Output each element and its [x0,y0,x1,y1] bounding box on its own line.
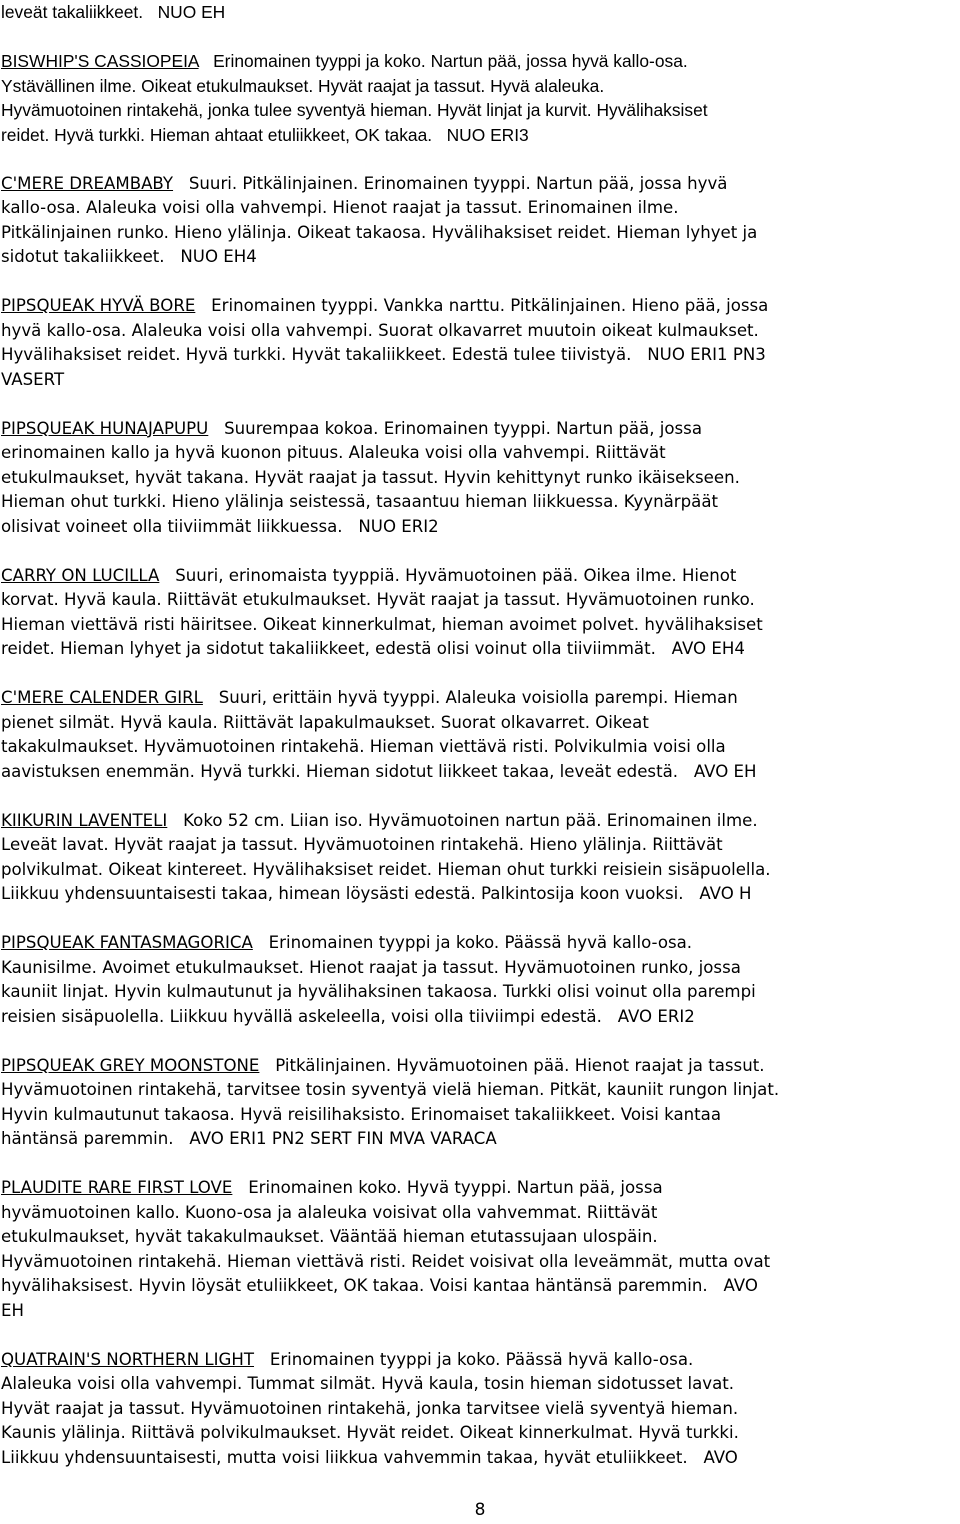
critique-text: Pitkälinjainen. Hyvämuotoinen pää. Hienot raajat ja tassut. [259,1055,765,1075]
critique-text: olisivat voineet olla tiiviimmät liikkuessa. NUO ERI2 [1,516,439,536]
critique-text: Liikkuu yhdensuuntaisesti, mutta voisi liikkua vahvemmin takaa, hyvät etuliikkeet. AVO [1,1447,738,1467]
critique-text: Hyvämuotoinen rintakehä, jonka tulee syventyä hieman. Hyvät linjat ja kurvit. Hyvälihaksiset [1,100,708,120]
paragraph-gap [1,392,960,417]
dog-name: C'MERE CALENDER GIRL [1,688,203,707]
dog-name: PIPSQUEAK GREY MOONSTONE [1,1055,260,1075]
critique-text: reidet. Hieman lyhyet ja sidotut takaliikkeet, edestä olisi voinut olla tiiviimmät. AVO EH4 [1,639,745,658]
text-line [1,98,960,123]
text-line [1,637,960,662]
critique-text: Hieman viettävä risti häiritsee. Oikeat kinnerkulmat, hieman avoimet polvet. hyvälihaksiset [1,614,763,634]
text-line [1,1201,960,1226]
text-line [1,1446,960,1471]
text-line [1,882,960,907]
text-line [1,1176,960,1201]
text-line [1,1005,960,1030]
text-line [1,686,960,711]
text-line [1,196,960,221]
dog-name: PIPSQUEAK HUNAJAPUPU [1,418,209,438]
dog-entry [1,1054,960,1152]
critique-text: kauniit linjat. Hyvin kulmautunut ja hyvälihaksinen takaosa. Turkki olisi voinut olla parempi [1,982,756,1001]
paragraph-gap [1,270,960,295]
critique-text: erinomainen kallo ja hyvä kuonon pituus. Alaleuka voisi olla vahvempi. Riittävät [1,443,666,462]
critique-text: häntänsä paremmin. AVO ERI1 PN2 SERT FIN MVA VARACA [1,1129,497,1148]
text-line [1,613,960,638]
critique-text: hyvä kallo-osa. Alaleuka voisi olla vahvempi. Suorat olkavarret muutoin oikeat kulmaukset. [1,320,759,340]
text-line [1,980,960,1005]
critique-text: Hyvin kulmautunut takaosa. Hyvä reisilihaksisto. Erinomaiset takaliikkeet. Voisi kantaa [1,1104,721,1124]
text-line [1,858,960,883]
dog-entry [1,564,960,662]
paragraph-gap [1,147,960,172]
text-line [1,0,960,25]
paragraph-gap [1,907,960,932]
critique-text: Pitkälinjainen runko. Hieno ylälinja. Oikeat takaosa. Hyvälihaksiset reidet. Hieman lyhyet ja [1,222,758,242]
critique-text: Alaleuka voisi olla vahvempi. Tummat silmät. Hyvä kaula, tosin hieman sidotusset lavat. [1,1374,735,1393]
critique-text: EH [1,1300,24,1320]
critique-text: Suuri. Pitkälinjainen. Erinomainen tyyppi. Nartun pää, jossa hyvä [173,173,728,193]
text-line [1,368,960,393]
text-line [1,49,960,74]
paragraph-gap [1,662,960,687]
text-line [1,1054,960,1079]
dog-entry [1,49,960,147]
critique-text: takakulmaukset. Hyvämuotoinen rintakehä. Hieman viettävä risti. Polvikulmia voisi olla [1,737,726,756]
dog-entry [1,0,960,25]
paragraph-gap [1,1152,960,1177]
text-line [1,221,960,246]
critique-text: etukulmaukset, hyvät takakulmaukset. Vääntää hieman etutassujaan ulospäin. [1,1227,658,1246]
critique-text: reisien sisäpuolella. Liikkuu hyvällä askeleella, voisi olla tiiviimpi edestä. AVO ERI2 [1,1006,695,1026]
text-line [1,1348,960,1373]
text-line [1,588,960,613]
critique-text: Hyvämuotoinen rintakehä, tarvitsee tosin syventyä vielä hieman. Pitkät, kauniit rungon linjat. [1,1080,780,1099]
critique-text: Hieman ohut turkki. Hieno ylälinja seistessä, tasaantuu hieman liikkuessa. Kyynärpäät [1,492,718,511]
critique-text: Kaunis ylälinja. Riittävä polvikulmaukset. Hyvät reidet. Oikeat kinnerkulmat. Hyvä turkki. [1,1423,739,1442]
dog-name: QUATRAIN'S NORTHERN LIGHT [1,1349,255,1369]
critique-text: Liikkuu yhdensuuntaisesti takaa, himean löysästi edestä. Palkintosija koon vuoksi. AVO H [1,884,752,903]
text-line [1,1225,960,1250]
critique-text: etukulmaukset, hyvät takana. Hyvät raajat ja tassut. Hyvin kehittynyt runko ikäisekseen. [1,467,740,487]
text-line [1,1274,960,1299]
dog-entry [1,931,960,1029]
dog-name: C'MERE DREAMBABY [1,173,174,193]
text-line [1,735,960,760]
critique-text: VASERT [1,369,65,389]
critique-text: Erinomainen tyyppi ja koko. Päässä hyvä kallo-osa. [254,1349,694,1369]
critique-text: kallo-osa. Alaleuka voisi olla vahvempi. Hienot raajat ja tassut. Erinomainen ilme. [1,198,679,217]
dog-entry [1,686,960,784]
critique-text: aavistuksen enemmän. Hyvä turkki. Hieman sidotut liikkeet takaa, leveät edestä. AVO EH [1,761,757,781]
dog-name: CARRY ON LUCILLA [1,565,160,585]
text-line [1,711,960,736]
critique-text: reidet. Hyvä turkki. Hieman ahtaat etuliikkeet, OK takaa. NUO ERI3 [1,124,529,145]
critique-text: leveät takaliikkeet. NUO EH [1,2,226,22]
text-line [1,833,960,858]
paragraph-gap [1,784,960,809]
text-line [1,294,960,319]
critique-text: pienet silmät. Hyvä kaula. Riittävät lapakulmaukset. Suorat olkavarret. Oikeat [1,712,649,732]
paragraph-gap [1,1029,960,1054]
text-line [1,1078,960,1103]
paragraph-gap [1,25,960,50]
text-line [1,1299,960,1324]
paragraph-gap [1,1323,960,1348]
text-line [1,172,960,197]
text-line [1,1127,960,1152]
dog-entry [1,172,960,270]
text-line [1,1421,960,1446]
text-line [1,564,960,589]
critique-text: sidotut takaliikkeet. NUO EH4 [1,247,257,266]
critique-text: Ystävällinen ilme. Oikeat etukulmaukset. Hyvät raajat ja tassut. Hyvä alaleuka. [1,75,605,96]
critique-text: Hyvät raajat ja tassut. Hyvämuotoinen rintakehä, jonka tarvitsee vielä syventyä hieman. [1,1398,739,1418]
dog-name: KIIKURIN LAVENTELI [1,810,168,830]
text-line [1,1103,960,1128]
critique-text: Hyvämuotoinen rintakehä. Hieman viettävä risti. Reidet voisivat olla leveämmät, mutta ovat [1,1251,771,1271]
text-line [1,123,960,148]
text-line [1,515,960,540]
dog-entry [1,294,960,392]
text-line [1,74,960,99]
critique-text: Erinomainen tyyppi. Vankka narttu. Pitkälinjainen. Hieno pää, jossa [195,296,769,315]
text-line [1,1397,960,1422]
text-line [1,490,960,515]
dog-entry [1,809,960,907]
critique-text: Suuri, erinomaista tyyppiä. Hyvämuotoinen pää. Oikea ilme. Hienot [159,565,737,585]
critique-text: Koko 52 cm. Liian iso. Hyvämuotoinen nartun pää. Erinomainen ilme. [167,810,758,830]
critique-text: korvat. Hyvä kaula. Riittävät etukulmaukset. Hyvät raajat ja tassut. Hyvämuotoinen runko. [1,590,755,609]
critique-text: hyvämuotoinen kallo. Kuono-osa ja alaleuka voisivat olla vahvemmat. Riittävät [1,1202,658,1222]
critique-text: Leveät lavat. Hyvät raajat ja tassut. Hyvämuotoinen rintakehä. Hieno ylälinja. Riittävät [1,835,723,854]
text-line [1,245,960,270]
critique-text: Erinomainen koko. Hyvä tyyppi. Nartun pää, jossa [232,1178,663,1197]
text-line [1,466,960,491]
text-line [1,417,960,442]
dog-entry [1,1348,960,1471]
text-line [1,931,960,956]
critique-text: polvikulmat. Oikeat kintereet. Hyvälihaksiset reidet. Hieman ohut turkki reisiein sisäpuolella. [1,859,771,879]
dog-entry [1,1176,960,1323]
text-line [1,956,960,981]
dog-name: PLAUDITE RARE FIRST LOVE [1,1178,233,1197]
critique-text: Suuri, erittäin hyvä tyyppi. Alaleuka voisiolla parempi. Hieman [202,688,738,707]
paragraph-gap [1,539,960,564]
critique-text: Erinomainen tyyppi ja koko. Nartun pää, jossa hyvä kallo-osa. [198,51,688,71]
text-line [1,760,960,785]
critique-text: hyvälihaksisest. Hyvin löysät etuliikkeet, OK takaa. Voisi kantaa häntänsä paremmin. AVO [1,1276,758,1295]
dog-name: BISWHIP'S CASSIOPEIA [1,51,199,71]
text-line [1,809,960,834]
text-line [1,1372,960,1397]
dog-entry [1,417,960,540]
critique-text: Hyvälihaksiset reidet. Hyvä turkki. Hyvät takaliikkeet. Edestä tulee tiivistyä. NUO ERI1 PN3 [1,345,766,364]
text-line [1,319,960,344]
page-number: 8 [474,1500,486,1520]
dog-name: PIPSQUEAK FANTASMAGORICA [1,933,253,952]
critique-text: Erinomainen tyyppi ja koko. Päässä hyvä kallo-osa. [252,933,693,952]
critique-text: Suurempaa kokoa. Erinomainen tyyppi. Nartun pää, jossa [208,418,703,438]
text-line [1,343,960,368]
text-line [1,1250,960,1275]
critique-text: Kaunisilme. Avoimet etukulmaukset. Hienot raajat ja tassut. Hyvämuotoinen runko, jossa [1,957,741,977]
dog-name: PIPSQUEAK HYVÄ BORE [1,296,196,315]
text-line [1,441,960,466]
